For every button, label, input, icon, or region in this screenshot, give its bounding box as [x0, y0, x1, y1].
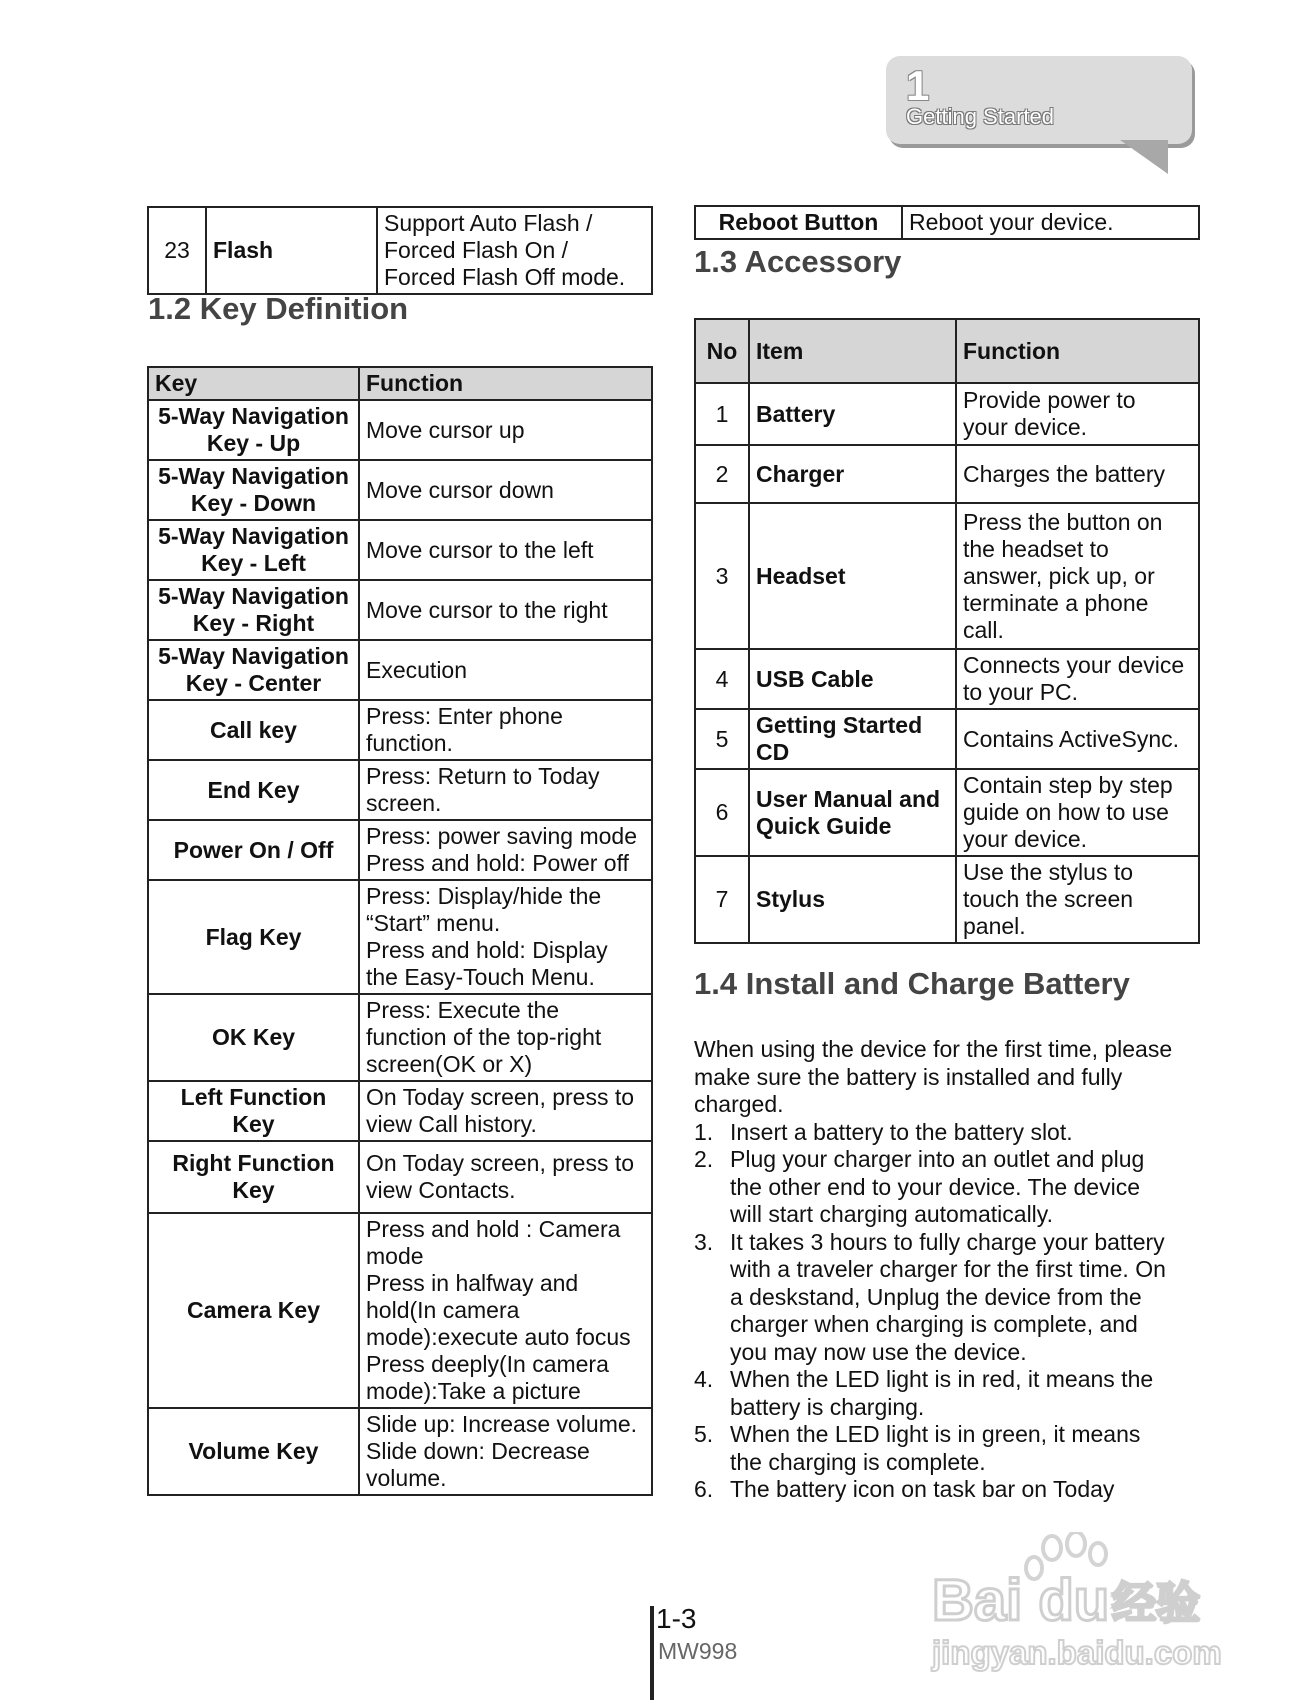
- cell-line: 5-Way Navigation: [158, 583, 349, 609]
- cell-line: OK Key: [211, 1024, 296, 1050]
- cell-line: Charger: [756, 460, 845, 487]
- intro-line: charged.: [694, 1091, 784, 1117]
- cell-line: Press the button on: [963, 508, 1163, 535]
- accessory-function: [956, 856, 1199, 943]
- step-line: Plug your charger into an outlet and plug: [730, 1146, 1145, 1172]
- cell-line: Key: [232, 1111, 275, 1137]
- reboot-row-table: [694, 205, 1200, 240]
- key-name: [148, 1213, 359, 1408]
- flash-row-table: [147, 206, 653, 295]
- accessory-function: [956, 769, 1199, 856]
- cell-line: Use the stylus to: [963, 859, 1134, 885]
- accessory-function: [956, 445, 1199, 503]
- cell-line: Move cursor up: [366, 416, 525, 443]
- table-header-row: [695, 319, 1199, 383]
- cell-line: the Easy-Touch Menu.: [366, 964, 595, 990]
- accessory-function: [956, 383, 1199, 445]
- step-number: 3.: [694, 1228, 714, 1255]
- cell-line: Key: [232, 1177, 275, 1203]
- cell-line: Press and hold: Power off: [366, 850, 629, 876]
- flash-function-line: Support Auto Flash /: [384, 210, 593, 236]
- step-line: the other end to your device. The device: [730, 1173, 1141, 1200]
- cell-line: Power On / Off: [173, 836, 334, 863]
- baidu-watermark: [930, 1532, 1230, 1682]
- key-function: [359, 1213, 652, 1408]
- key-function: [359, 1408, 652, 1495]
- cell-line: Key - Left: [201, 550, 306, 576]
- table-row: [695, 383, 1199, 445]
- accessory-no: 7: [695, 856, 749, 943]
- table-row: [695, 206, 1199, 239]
- key-definition-rows: [148, 400, 652, 1495]
- step-line: Insert a battery to the battery slot.: [730, 1118, 1073, 1145]
- accessory-item: [749, 445, 956, 503]
- cell-line: Key - Down: [190, 490, 317, 516]
- key-name: [148, 994, 359, 1081]
- cell-line: Press and hold : Camera: [366, 1216, 621, 1242]
- key-name: [148, 700, 359, 760]
- flash-function-line: Forced Flash On /: [384, 237, 569, 263]
- battery-steps-list: [694, 1119, 1214, 1504]
- step-number: 6.: [694, 1476, 714, 1502]
- table-row: [695, 649, 1199, 709]
- cell-line: 5-Way Navigation: [158, 523, 349, 549]
- key-function: [359, 580, 652, 640]
- accessory-no: 4: [695, 649, 749, 709]
- flash-function: [377, 207, 652, 294]
- table-row: [148, 207, 652, 294]
- table-row: [148, 760, 652, 820]
- table-row: [695, 769, 1199, 856]
- key-function: [359, 640, 652, 700]
- cell-line: your device.: [963, 826, 1088, 852]
- accessory-table: [694, 318, 1200, 944]
- cell-line: Flag Key: [205, 923, 302, 950]
- cell-line: Press deeply(In camera: [366, 1351, 609, 1377]
- key-name: [148, 880, 359, 994]
- cell-line: Key - Center: [185, 670, 322, 696]
- cell-line: Contain step by step: [963, 772, 1173, 798]
- accessory-function: [956, 503, 1199, 649]
- cell-line: Press in halfway and: [366, 1270, 579, 1296]
- step-line: charger when charging is complete, and: [730, 1311, 1138, 1337]
- key-definition-heading: 1.2 Key Definition: [148, 291, 409, 326]
- cell-line: 5-Way Navigation: [158, 643, 349, 669]
- cell-line: 5-Way Navigation: [158, 463, 349, 489]
- cell-line: Charges the battery: [963, 460, 1166, 487]
- table-row: [148, 1408, 652, 1495]
- chapter-title: Getting Started: [906, 104, 1054, 129]
- table-row: [148, 820, 652, 880]
- cell-line: CD: [756, 739, 790, 765]
- accessory-no: 2: [695, 445, 749, 503]
- key-function: [359, 400, 652, 460]
- watermark-brand: Bai du: [932, 1568, 1110, 1633]
- table-row: [695, 856, 1199, 943]
- table-row: [695, 503, 1199, 649]
- accessory-function: [956, 649, 1199, 709]
- battery-intro: [694, 1036, 1214, 1119]
- cell-line: guide on how to use: [963, 799, 1169, 825]
- table-row: [148, 1213, 652, 1408]
- cell-line: Move cursor to the right: [366, 596, 608, 623]
- step-number: 2.: [694, 1146, 714, 1172]
- list-item: [694, 1421, 1214, 1476]
- cell-line: Left Function: [180, 1084, 327, 1110]
- cell-line: Execution: [366, 656, 468, 683]
- key-name: [148, 460, 359, 520]
- key-function: [359, 520, 652, 580]
- table-header-row: [148, 367, 652, 400]
- cell-line: to your PC.: [963, 679, 1079, 705]
- cell-line: Key - Right: [192, 610, 315, 636]
- key-name: [148, 1141, 359, 1213]
- cell-line: Press: Enter phone: [366, 703, 563, 729]
- cell-line: panel.: [963, 913, 1026, 939]
- key-name: [148, 580, 359, 640]
- table-row: [148, 520, 652, 580]
- battery-heading: 1.4 Install and Charge Battery: [694, 966, 1130, 1001]
- cell-line: function of the top-right: [366, 1024, 602, 1050]
- accessory-function: [956, 709, 1199, 769]
- cell-line: the headset to: [963, 535, 1109, 562]
- battery-instructions: [694, 1036, 1214, 1504]
- key-name: [148, 1408, 359, 1495]
- table-row: [695, 709, 1199, 769]
- cell-line: Getting Started: [756, 712, 923, 738]
- table-row: [148, 460, 652, 520]
- accessory-heading: 1.3 Accessory: [694, 244, 902, 279]
- cell-line: End Key: [207, 776, 300, 803]
- watermark-brand-cn: 经验: [1112, 1578, 1200, 1629]
- key-name: [148, 1081, 359, 1141]
- cell-line: mode: [366, 1243, 424, 1269]
- key-function: [359, 1141, 652, 1213]
- step-number: 1.: [694, 1118, 714, 1145]
- accessory-item: [749, 383, 956, 445]
- cell-line: Slide up: Increase volume.: [366, 1411, 638, 1437]
- step-line: with a traveler charger for the first time. On: [730, 1256, 1166, 1282]
- chapter-tab-tail: [1120, 140, 1168, 174]
- key-function: [359, 820, 652, 880]
- accessory-item: [749, 709, 956, 769]
- cell-line: screen(OK or X): [366, 1051, 533, 1077]
- cell-line: screen.: [366, 790, 442, 816]
- accessory-item: [749, 769, 956, 856]
- key-function: [359, 1081, 652, 1141]
- step-line: will start charging automatically.: [730, 1201, 1053, 1227]
- key-name: [148, 820, 359, 880]
- cell-line: Provide power to: [963, 387, 1136, 413]
- cell-line: mode):execute auto focus: [366, 1324, 631, 1350]
- key-name: [148, 760, 359, 820]
- flash-no: 23: [148, 207, 206, 294]
- key-name: [148, 520, 359, 580]
- step-number: 4.: [694, 1366, 714, 1392]
- cell-line: touch the screen: [963, 886, 1134, 912]
- cell-line: Connects your device: [963, 652, 1185, 678]
- cell-line: answer, pick up, or: [963, 562, 1155, 589]
- accessory-no: 5: [695, 709, 749, 769]
- list-item: [694, 1119, 1214, 1147]
- footer-divider: [650, 1606, 654, 1700]
- table-row: [695, 445, 1199, 503]
- cell-line: view Contacts.: [366, 1177, 516, 1203]
- list-item: [694, 1366, 1214, 1421]
- key-function: [359, 760, 652, 820]
- table-row: [148, 700, 652, 760]
- intro-line: When using the device for the first time, please: [694, 1036, 1173, 1062]
- cell-line: On Today screen, press to: [366, 1084, 635, 1110]
- cell-line: Press: power saving mode: [366, 823, 638, 849]
- reboot-function: Reboot your device.: [902, 206, 1199, 239]
- key-function: [359, 994, 652, 1081]
- cell-line: hold(In camera: [366, 1297, 520, 1323]
- col-no-header: No: [695, 319, 749, 383]
- cell-line: Call key: [210, 716, 297, 743]
- table-row: [148, 994, 652, 1081]
- list-item: [694, 1229, 1214, 1367]
- flash-item: Flash: [206, 207, 377, 294]
- key-name: [148, 640, 359, 700]
- cell-line: call.: [963, 616, 1004, 643]
- accessory-rows: [695, 383, 1199, 943]
- cell-line: Battery: [756, 400, 836, 427]
- cell-line: Press and hold: Display: [366, 937, 608, 963]
- step-line: It takes 3 hours to fully charge your battery: [730, 1228, 1165, 1255]
- cell-line: Press: Display/hide the: [366, 883, 602, 909]
- cell-line: your device.: [963, 414, 1088, 440]
- key-function: [359, 700, 652, 760]
- intro-line: make sure the battery is installed and fully: [694, 1063, 1123, 1090]
- cell-line: Slide down: Decrease: [366, 1438, 590, 1464]
- cell-line: Move cursor to the left: [366, 536, 594, 563]
- table-row: [148, 880, 652, 994]
- accessory-no: 6: [695, 769, 749, 856]
- cell-line: Camera Key: [187, 1297, 320, 1323]
- table-row: [148, 580, 652, 640]
- col-key-header: Key: [148, 367, 359, 400]
- step-line: When the LED light is in green, it means: [730, 1421, 1141, 1447]
- step-number: 5.: [694, 1421, 714, 1447]
- accessory-item: [749, 503, 956, 649]
- step-line: you may now use the device.: [730, 1338, 1027, 1365]
- cell-line: 5-Way Navigation: [158, 403, 349, 429]
- col-item-header: Item: [749, 319, 956, 383]
- step-line: the charging is complete.: [730, 1448, 986, 1475]
- cell-line: terminate a phone: [963, 589, 1149, 616]
- cell-line: function.: [366, 730, 453, 756]
- cell-line: USB Cable: [756, 665, 874, 692]
- cell-line: Press: Execute the: [366, 997, 560, 1023]
- cell-line: “Start” menu.: [366, 910, 501, 936]
- step-line: battery is charging.: [730, 1393, 925, 1420]
- accessory-item: [749, 856, 956, 943]
- chapter-number: 1: [906, 62, 930, 109]
- chapter-tab: [886, 56, 1192, 144]
- cell-line: Headset: [756, 562, 846, 589]
- cell-line: Quick Guide: [756, 812, 892, 839]
- step-line: The battery icon on task bar on Today: [730, 1476, 1115, 1502]
- reboot-key: Reboot Button: [695, 206, 902, 239]
- key-function: [359, 880, 652, 994]
- watermark-url: jingyan.baidu.com: [932, 1634, 1222, 1671]
- step-line: When the LED light is in red, it means the: [730, 1366, 1154, 1392]
- page-number: 1-3: [656, 1603, 697, 1634]
- accessory-item: [749, 649, 956, 709]
- key-function: [359, 460, 652, 520]
- table-row: [148, 1141, 652, 1213]
- cell-line: Contains ActiveSync.: [963, 725, 1180, 752]
- cell-line: Volume Key: [188, 1438, 319, 1464]
- col-function-header: Function: [956, 319, 1199, 383]
- list-item: [694, 1476, 1214, 1504]
- cell-line: Key - Up: [206, 430, 301, 456]
- cell-line: view Call history.: [366, 1111, 537, 1137]
- cell-line: volume.: [366, 1465, 447, 1491]
- table-row: [148, 400, 652, 460]
- table-row: [148, 1081, 652, 1141]
- flash-function-line: Forced Flash Off mode.: [384, 264, 626, 290]
- cell-line: Stylus: [756, 886, 826, 912]
- list-item: [694, 1146, 1214, 1229]
- model-name: MW998: [658, 1638, 738, 1664]
- col-function-header: Function: [359, 367, 652, 400]
- cell-line: User Manual and: [756, 785, 941, 812]
- accessory-no: 1: [695, 383, 749, 445]
- cell-line: Right Function: [172, 1150, 335, 1176]
- key-definition-table: [147, 366, 653, 1496]
- cell-line: Move cursor down: [366, 476, 554, 503]
- step-line: a deskstand, Unplug the device from the: [730, 1283, 1142, 1310]
- cell-line: Press: Return to Today: [366, 763, 600, 789]
- cell-line: mode):Take a picture: [366, 1378, 581, 1404]
- key-name: [148, 400, 359, 460]
- accessory-no: 3: [695, 503, 749, 649]
- table-row: [148, 640, 652, 700]
- cell-line: On Today screen, press to: [366, 1150, 635, 1176]
